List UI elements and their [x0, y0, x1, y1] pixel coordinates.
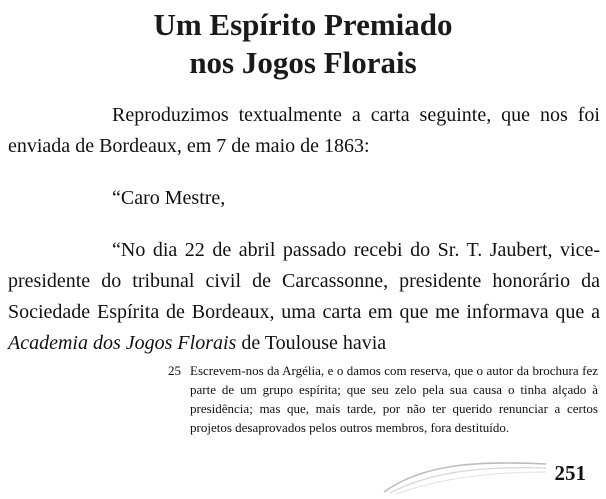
page-number: 251 [554, 461, 586, 485]
intro-paragraph: Reproduzimos textualmente a carta seguinte, que nos foi enviada de Bordeaux, em 7 de maio de 1863: [8, 104, 600, 157]
letter-italic-text: Academia dos Jogos Florais [8, 332, 237, 354]
page-title [0, 6, 606, 82]
page-number-swoosh-ornament [380, 452, 550, 496]
letter-text-start: “No dia 22 de abril passado recebi do Sr. T. Jaubert, vice-presidente do tribunal civil de Carcassonne, presidente honorário da Sociedade Espírita de Bordeaux, uma carta em que me informava que a [8, 239, 600, 323]
footnote [168, 361, 598, 437]
salutation-paragraph: “Caro Mestre, [112, 187, 226, 209]
body-text [8, 100, 600, 359]
letter-text-end: de Toulouse havia [236, 332, 387, 354]
letter-paragraph [8, 235, 600, 359]
footnote-number: 25 [168, 363, 181, 378]
title-line-2: nos Jogos Florais [189, 45, 417, 80]
title-line-1: Um Espírito Premiado [153, 7, 453, 42]
footnote-text: Escrevem-nos da Argélia, e o damos com reserva, que o autor da brochura fez parte de um grupo espírita; que seu zelo pela sua causa o tinha alçado à presidência; mas que, mais tarde, por não ter querido renunciar a certos projetos desaprovados pelos outros membros, fora destituído. [190, 363, 598, 435]
